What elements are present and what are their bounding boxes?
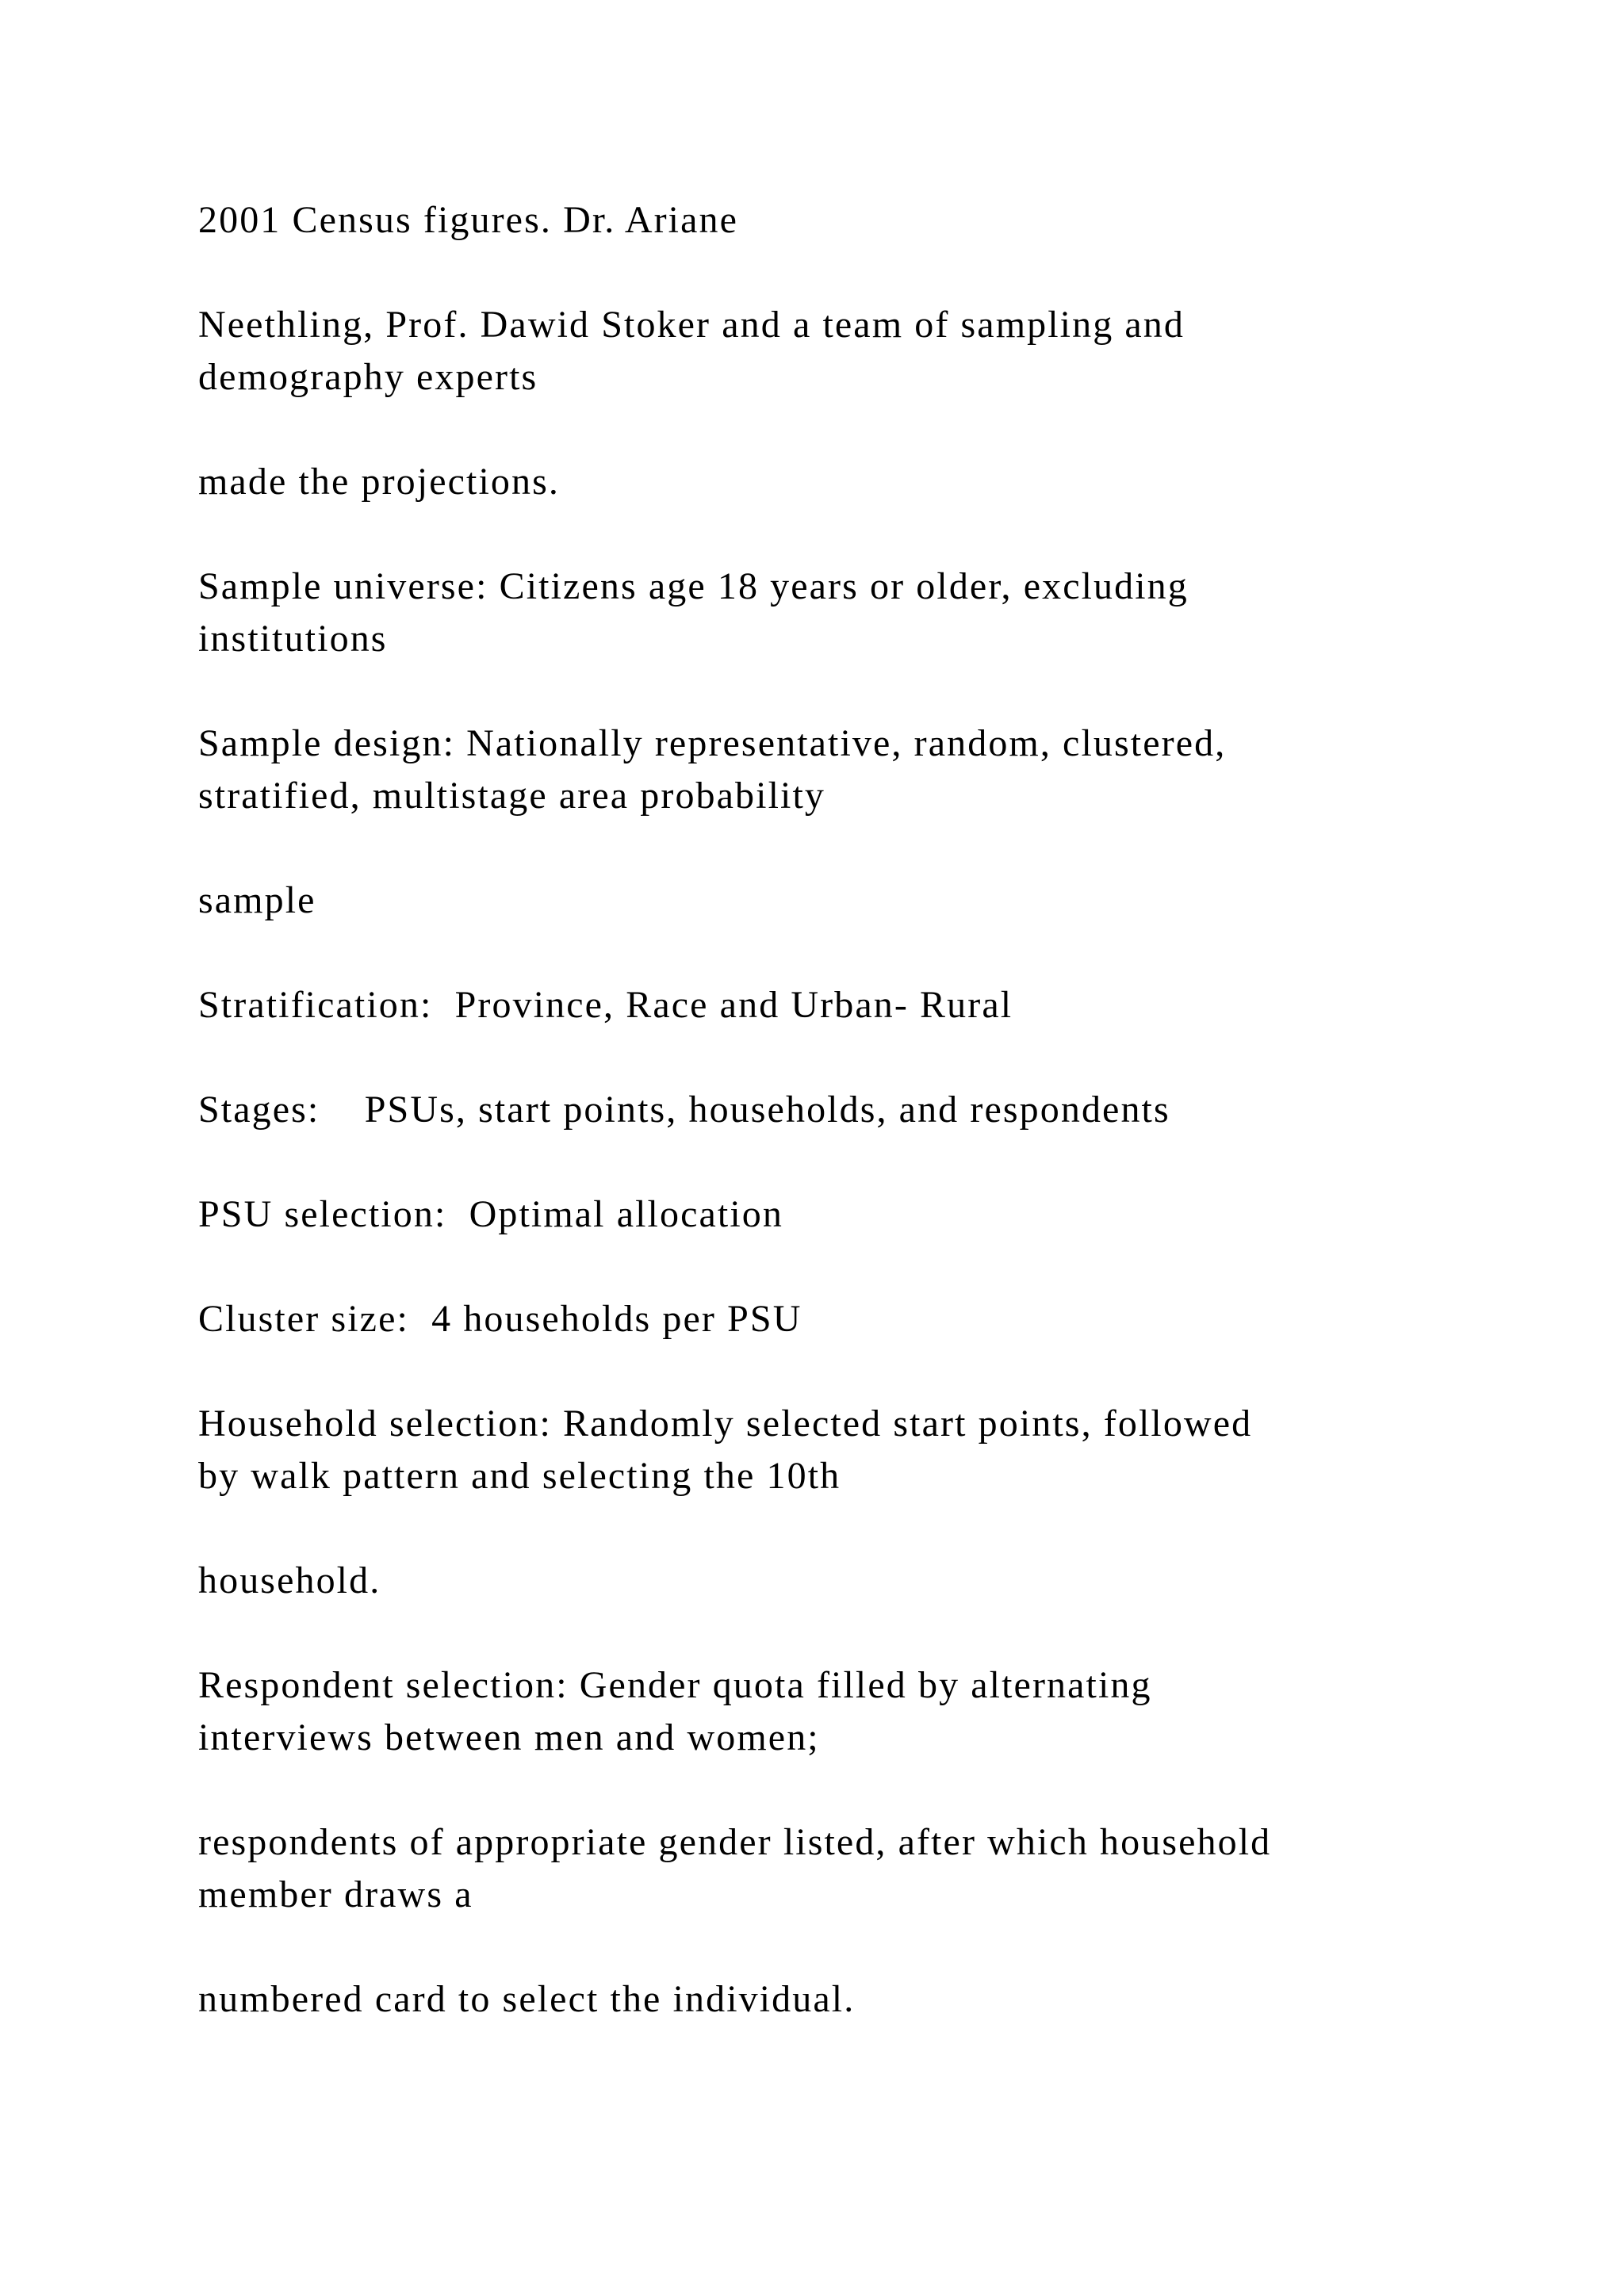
- paragraph-respondent-selection: Respondent selection: Gender quota filled by alternating interviews between men and women;: [198, 1664, 1152, 1758]
- paragraph-cluster-size: Cluster size: 4 households per PSU: [198, 1298, 802, 1340]
- paragraph-respondents-listed: respondents of appropriate gender listed, after which household member draws a: [198, 1821, 1272, 1915]
- paragraph-household-selection: Household selection: Randomly selected start points, followed by walk pattern and selecting the 10th: [198, 1402, 1253, 1497]
- paragraph-projections: made the projections.: [198, 461, 560, 503]
- paragraph-stages: Stages: PSUs, start points, households, and respondents: [198, 1089, 1170, 1131]
- paragraph-sample: sample: [198, 879, 316, 921]
- paragraph-numbered-card: numbered card to select the individual.: [198, 1978, 856, 2020]
- paragraph-household: household.: [198, 1559, 381, 1601]
- paragraph-sample-design: Sample design: Nationally representative, random, clustered, stratified, multistage area probability: [198, 722, 1227, 817]
- paragraph-sample-universe: Sample universe: Citizens age 18 years or older, excluding institutions: [198, 565, 1189, 660]
- paragraph-stratification: Stratification: Province, Race and Urban- Rural: [198, 984, 1013, 1026]
- paragraph-census-figures: 2001 Census figures. Dr. Ariane: [198, 199, 739, 241]
- paragraph-experts: Neethling, Prof. Dawid Stoker and a team of sampling and demography experts: [198, 304, 1185, 398]
- paragraph-psu-selection: PSU selection: Optimal allocation: [198, 1193, 783, 1235]
